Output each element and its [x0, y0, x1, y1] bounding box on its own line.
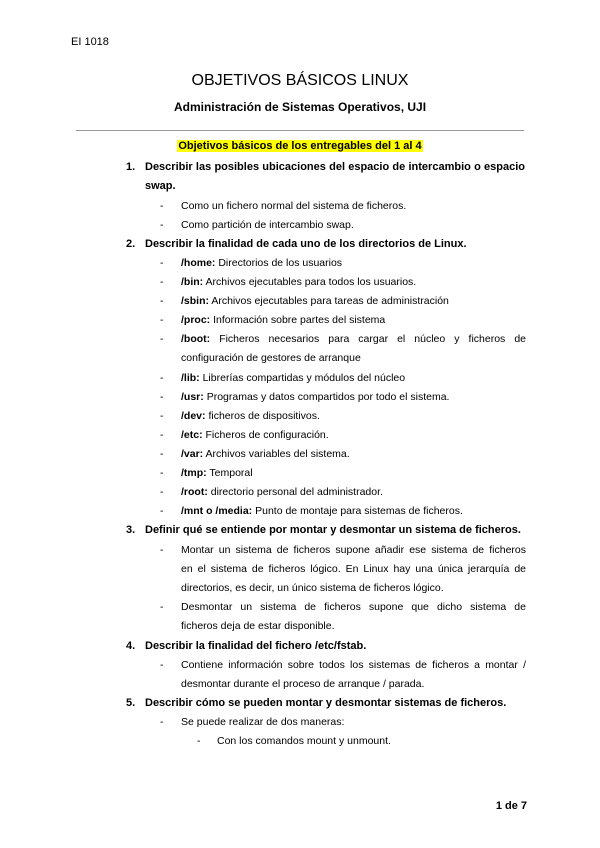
dir-desc: Información sobre partes del sistema	[213, 314, 386, 326]
dir-desc: Punto de montaje para sistemas de ficheros.	[255, 505, 463, 517]
dash-bullet: -	[160, 333, 164, 345]
dir-term: /sbin:	[181, 295, 209, 307]
dash-bullet: -	[160, 448, 164, 460]
dash-bullet: -	[160, 486, 164, 498]
question-text: Describir la finalidad de cada uno de los directorios de Linux.	[145, 238, 467, 250]
question-text	[145, 158, 525, 196]
question-number: 4.	[126, 640, 136, 652]
dir-desc: Ficheros necesarios para cargar el núcleo y ficheros de	[219, 333, 526, 345]
dir-term: /root:	[181, 486, 208, 498]
dir-term: /mnt o /media:	[181, 505, 253, 517]
item-line: Contiene información sobre todos los sistemas de ficheros a montar /	[181, 659, 526, 671]
question-number: 3.	[126, 524, 136, 536]
item-text	[181, 598, 526, 636]
page-subtitle: Administración de Sistemas Operativos, UJI	[173, 100, 427, 114]
dash-bullet: -	[160, 314, 164, 326]
dir-desc: Temporal	[209, 467, 253, 479]
dash-bullet: -	[160, 467, 164, 479]
dash-bullet: -	[160, 544, 164, 556]
item-text	[181, 388, 526, 407]
item-text	[181, 330, 526, 368]
dir-desc: directorio personal del administrador.	[210, 486, 383, 498]
question-number: 5.	[126, 697, 136, 709]
dir-term: /var:	[181, 448, 204, 460]
dash-bullet: -	[160, 391, 164, 403]
dash-bullet: -	[160, 200, 164, 212]
page-title: OBJETIVOS BÁSICOS LINUX	[191, 72, 409, 89]
dash-bullet: -	[160, 410, 164, 422]
item-line	[181, 330, 526, 349]
item-text	[181, 254, 526, 273]
section-title	[0, 140, 600, 152]
dir-term: /proc:	[181, 314, 211, 326]
dir-term: /dev:	[181, 410, 206, 422]
item-text	[181, 407, 526, 426]
item-text	[181, 656, 526, 694]
dir-term: /bin:	[181, 276, 204, 288]
dir-desc: Librerías compartidas y módulos del núcleo	[202, 372, 406, 384]
dir-desc: Ficheros de configuración.	[205, 429, 329, 441]
dir-term: /tmp:	[181, 467, 207, 479]
section-title-highlight: Objetivos básicos de los entregables del 1 al 4	[178, 140, 422, 152]
item-line: desmontar durante el proceso de arranque / parada.	[181, 678, 425, 690]
question-text: Describir la finalidad del fichero /etc/fstab.	[145, 640, 367, 652]
dash-bullet: -	[160, 295, 164, 307]
dir-term: /lib:	[181, 372, 200, 384]
dir-desc: Programas y datos compartidos por todo el sistema.	[206, 391, 450, 403]
dash-bullet: -	[160, 372, 164, 384]
item-text: Con los comandos mount y unmount.	[217, 735, 391, 747]
dash-bullet: -	[160, 276, 164, 288]
dir-term: /etc:	[181, 429, 203, 441]
dash-bullet: -	[160, 219, 164, 231]
item-text: Como partición de intercambio swap.	[181, 219, 354, 231]
item-line: configuración de gestores de arranque	[181, 352, 361, 364]
dash-bullet: -	[160, 716, 164, 728]
dir-desc: ficheros de dispositivos.	[208, 410, 320, 422]
dir-term: /home:	[181, 257, 216, 269]
item-text: Se puede realizar de dos maneras:	[181, 716, 345, 728]
question-number: 2.	[126, 238, 136, 250]
item-text: Como un fichero normal del sistema de ficheros.	[181, 200, 407, 212]
item-line: Desmontar un sistema de ficheros supone que dicho sistema de	[181, 601, 526, 613]
item-text	[181, 445, 526, 464]
divider	[76, 130, 524, 131]
item-text	[181, 369, 526, 388]
item-text	[181, 273, 526, 292]
item-text	[181, 541, 526, 598]
item-line: ficheros deja de estar disponible.	[181, 620, 335, 632]
item-text	[181, 502, 526, 521]
item-line: directorios, es decir, un único sistema de ficheros lógico.	[181, 582, 444, 594]
dash-bullet: -	[160, 429, 164, 441]
item-text	[181, 483, 526, 502]
page-number: 1 de 7	[495, 800, 527, 812]
item-text	[181, 292, 526, 311]
item-line: Montar un sistema de ficheros supone añadir ese sistema de ficheros	[181, 544, 526, 556]
dash-bullet: -	[160, 659, 164, 671]
dash-bullet: -	[160, 257, 164, 269]
question-text: Definir qué se entiende por montar y desmontar un sistema de ficheros.	[145, 524, 521, 536]
question-line: Describir las posibles ubicaciones del espacio de intercambio o espacio	[145, 161, 525, 173]
dir-desc: Archivos ejecutables para todos los usuarios.	[205, 276, 417, 288]
item-text	[181, 464, 526, 483]
item-text	[181, 426, 526, 445]
question-text: Describir cómo se pueden montar y desmontar sistemas de ficheros.	[145, 697, 507, 709]
item-line: en el sistema de ficheros lógico. En Linux hay una única jerarquía de	[181, 563, 526, 575]
item-text	[181, 311, 526, 330]
dir-desc: Archivos ejecutables para tareas de administración	[211, 295, 449, 307]
dir-desc: Directorios de los usuarios	[218, 257, 343, 269]
dash-bullet: -	[160, 505, 164, 517]
dir-term: /boot:	[181, 333, 211, 345]
document-code: EI 1018	[71, 36, 109, 48]
dash-bullet: -	[160, 601, 164, 613]
dir-desc: Archivos variables del sistema.	[205, 448, 350, 460]
question-line: swap.	[145, 180, 176, 192]
question-number: 1.	[126, 161, 136, 173]
dir-term: /usr:	[181, 391, 204, 403]
dash-bullet: -	[197, 735, 201, 747]
